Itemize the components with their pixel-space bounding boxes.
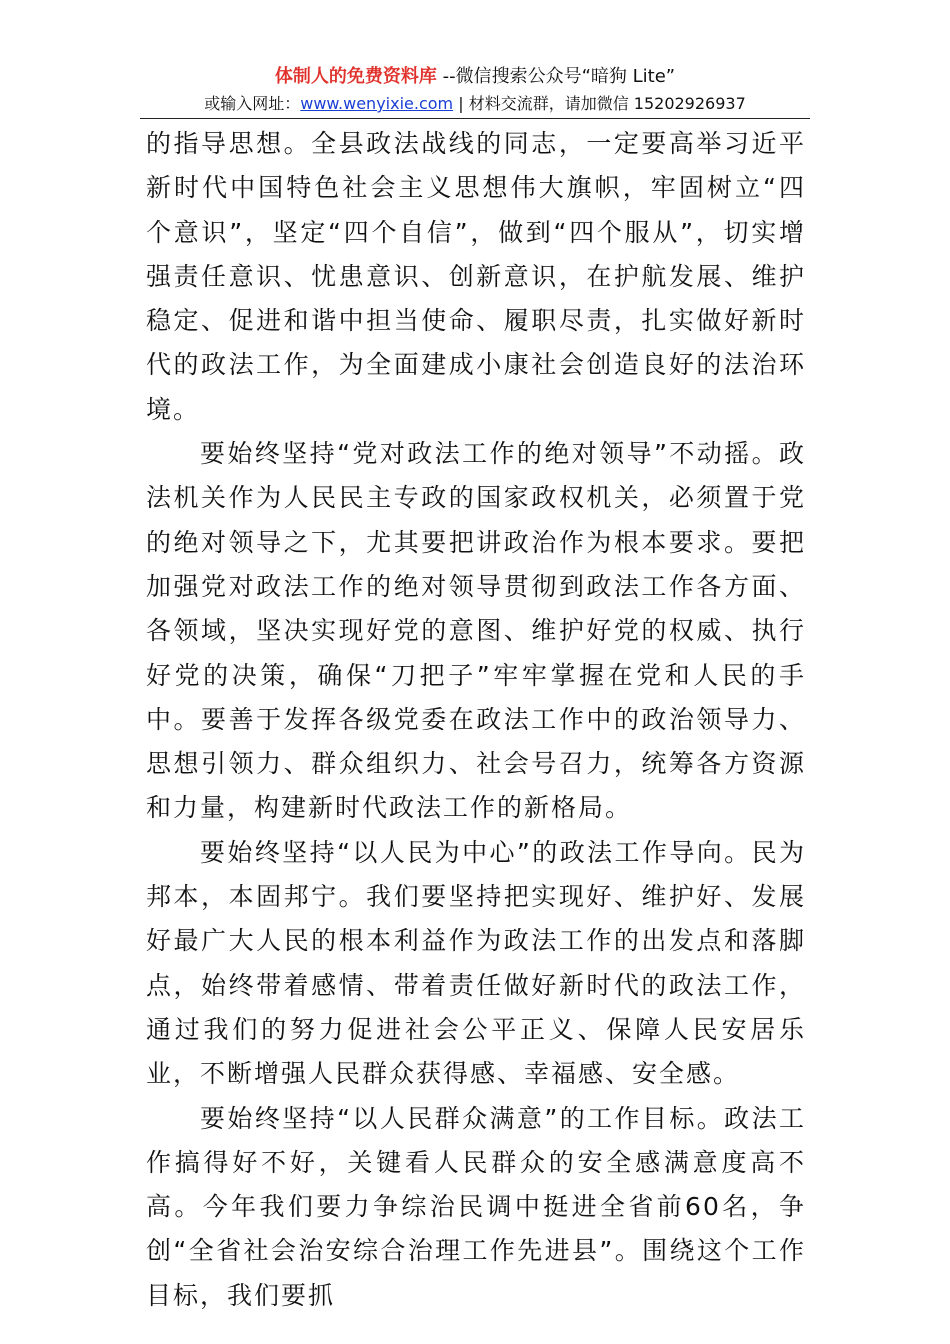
header-separator: | — [453, 94, 469, 113]
header-divider — [140, 118, 810, 119]
header-site-link[interactable]: www.wenyixie.com — [300, 94, 454, 113]
page-header — [0, 64, 950, 116]
paragraph-people-centered: 要始终坚持“以人民为中心”的政法工作导向。民为邦本，本固邦宁。我们要坚持把实现好、维护好、发展好最广大人民的根本利益作为政法工作的出发点和落脚点，始终带着感情、带着责任做好新时代的政法工作，通过我们的努力促进社会公平正义、保障人民安居乐业，不断增强人民群众获得感、幸福感、安全感。 — [146, 837, 806, 1089]
document-body — [146, 122, 806, 1318]
header-site-prefix: 或输入网址： — [204, 94, 301, 113]
paragraph-party-leadership: 要始终坚持“党对政法工作的绝对领导”不动摇。政法机关作为人民民主专政的国家政权机关，必须置于党的绝对领导之下，尤其要把讲政治作为根本要求。要把加强党对政法工作的绝对领导贯彻到政法工作各方面、各领域，坚决实现好党的意图、维护好党的权威、执行好党的决策，确保“刀把子”牢牢掌握在党和人民的手中。要善于发挥各级党委在政法工作中的政治领导力、思想引领力、群众组织力、社会号召力，统筹各方资源和力量，构建新时代政法工作的新格局。 — [146, 439, 806, 823]
header-brand: 体制人的免费资料库 — [274, 66, 437, 87]
paragraph-work-goal: 要始终坚持“以人民群众满意”的工作目标。政法工作搞得好不好，关键看人民群众的安全感满意度高不高。今年我们要力争综治民调中挺进全省前60名，争创“全省社会治安综合治理工作先进县”。围绕这个工作目标，我们要抓 — [146, 1103, 806, 1310]
header-contact-line — [0, 92, 950, 116]
paragraph-continuation: 的指导思想。全县政法战线的同志，一定要高举习近平新时代中国特色社会主义思想伟大旗帜，牢固树立“四个意识”，坚定“四个自信”，做到“四个服从”，切实增强责任意识、忧患意识、创新意识，在护航发展、维护稳定、促进和谐中担当使命、履职尽责，扎实做好新时代的政法工作，为全面建成小康社会创造良好的法治环境。 — [146, 129, 806, 424]
header-contact: 材料交流群，请加微信 15202926937 — [468, 94, 746, 113]
header-title-line — [0, 64, 950, 90]
header-tagline: --微信搜索公众号“暗狗 Lite” — [436, 66, 676, 87]
